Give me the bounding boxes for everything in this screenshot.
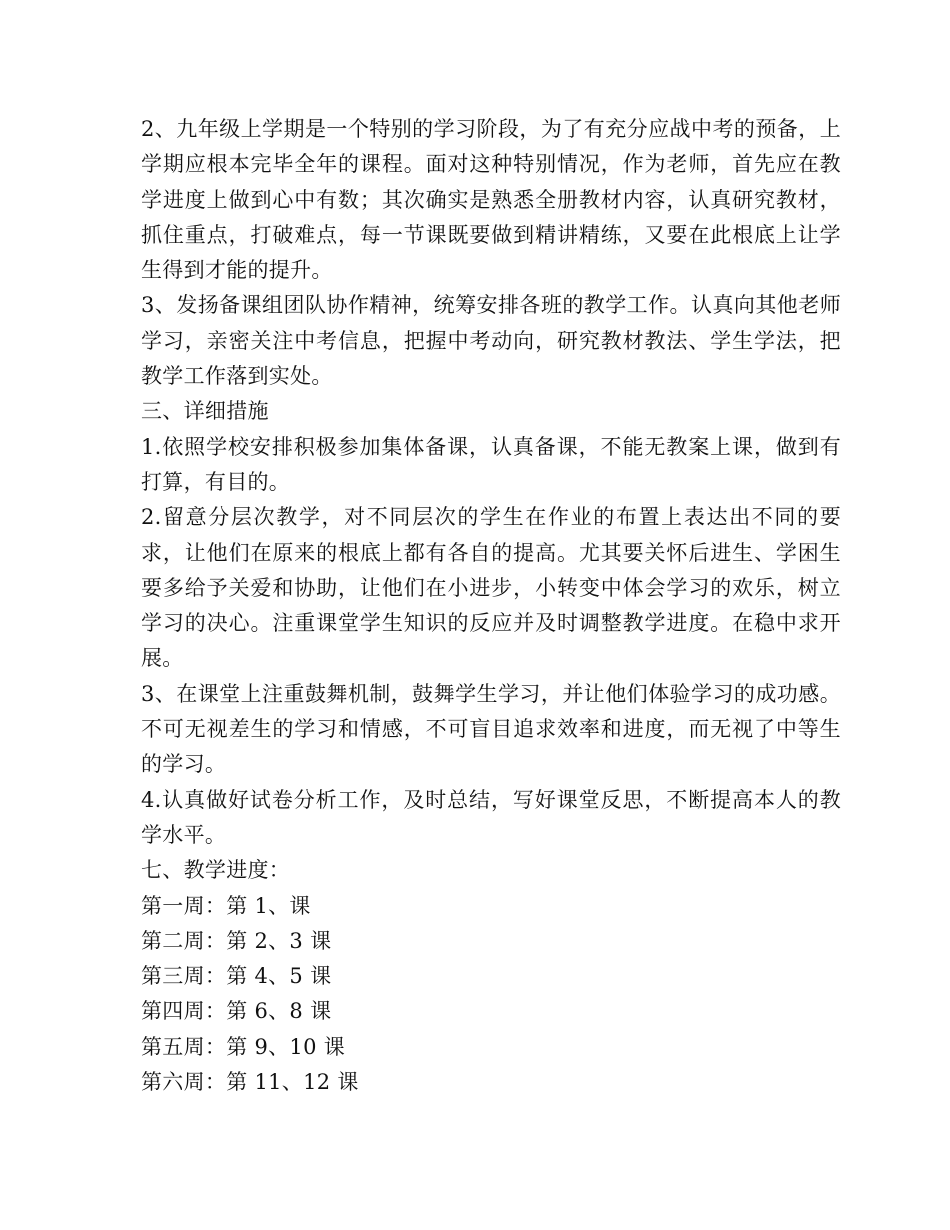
schedule-week-6: 第六周：第 11、12 课 [141, 1070, 359, 1095]
measure-item-4: 4.认真做好试卷分析工作，及时总结，写好课堂反思，不断提高本人的教学水平。 [141, 787, 841, 847]
document-body [141, 112, 841, 1100]
schedule-week-2: 第二周：第 2、3 课 [141, 928, 332, 953]
measure-item-2: 2.留意分层次教学，对不同层次的学生在作业的布置上表达出不同的要求，让他们在原来的根底上都有各自的提高。尤其要关怀后进生、学困生要多给予关爱和协助，让他们在小进步，小转变中体会学习的欢乐，树立学习的决心。注重课堂学生知识的反应并及时调整教学进度。在稳中求开展。 [141, 505, 841, 671]
paragraph-item-2: 2、九年级上学期是一个特别的学习阶段，为了有充分应战中考的预备，上学期应根本完毕全年的课程。面对这种特别情况，作为老师，首先应在教学进度上做到心中有数；其次确实是熟悉全册教材内容，认真研究教材，抓住重点，打破难点，每一节课既要做到精讲精练，又要在此根底上让学生得到才能的提升。 [141, 117, 841, 283]
schedule-week-5: 第五周：第 9、10 课 [141, 1034, 346, 1059]
schedule-week-3: 第三周：第 4、5 课 [141, 964, 332, 989]
schedule-week-4: 第四周：第 6、8 课 [141, 999, 332, 1024]
section-heading-measures: 三、详细措施 [141, 399, 269, 424]
measure-item-3: 3、在课堂上注重鼓舞机制，鼓舞学生学习，并让他们体验学习的成功感。不可无视差生的学习和情感，不可盲目追求效率和进度，而无视了中等生的学习。 [141, 681, 841, 777]
schedule-week-1: 第一周：第 1、课 [141, 893, 311, 918]
measure-item-1: 1.依照学校安排积极参加集体备课，认真备课，不能无教案上课，做到有打算，有目的。 [141, 434, 841, 494]
paragraph-item-3: 3、发扬备课组团队协作精神，统筹安排各班的教学工作。认真向其他老师学习，亲密关注中考信息，把握中考动向，研究教材教法、学生学法，把教学工作落到实处。 [141, 293, 841, 389]
section-heading-schedule: 七、教学进度： [141, 858, 291, 883]
